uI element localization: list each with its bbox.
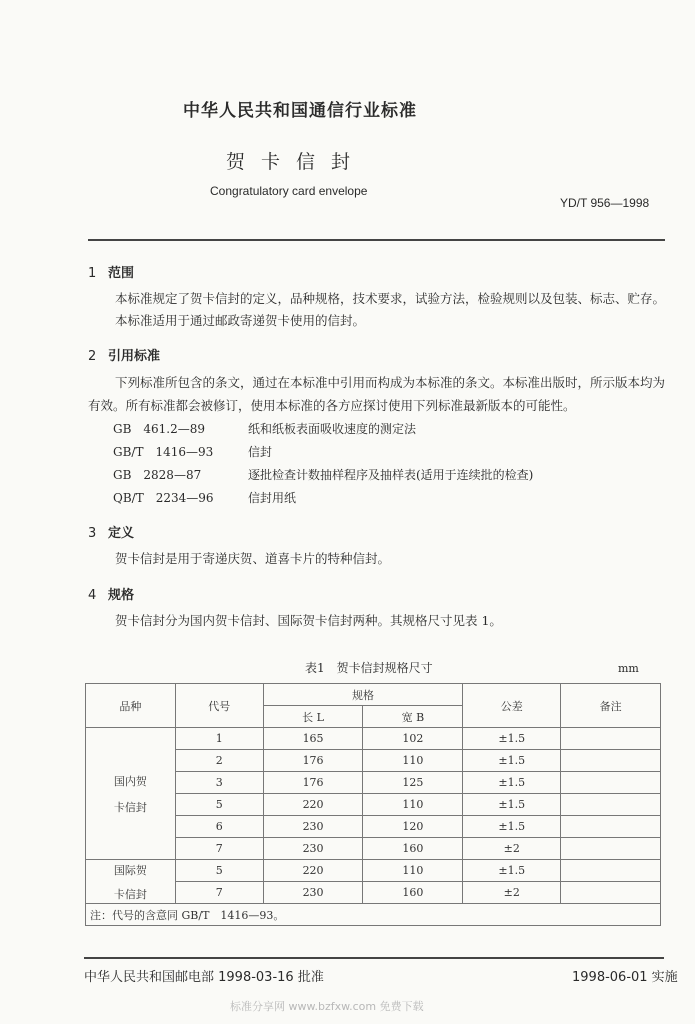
reference-code: QB/T 2234—96 xyxy=(113,491,214,505)
section-1-heading xyxy=(88,262,134,281)
cell-remarks xyxy=(561,750,661,772)
group-label: 卡信封 xyxy=(113,887,147,901)
cell-width: 110 xyxy=(363,860,463,882)
cell-tolerance: ±2 xyxy=(463,882,561,904)
cell-code: 1 xyxy=(175,728,263,750)
approval-line: 中华人民共和国邮电部 1998-03-16 批准 xyxy=(84,970,324,985)
header-length: 长 L xyxy=(263,706,363,728)
cell-tolerance: ±1.5 xyxy=(463,794,561,816)
document-title-english: Congratulatory card envelope xyxy=(210,184,368,198)
cell-tolerance: ±1.5 xyxy=(463,728,561,750)
section-2-heading xyxy=(88,345,160,364)
section-1-para-2: 本标准适用于通过邮政寄递贺卡使用的信封。 xyxy=(115,313,366,328)
section-number: 2 xyxy=(88,349,97,364)
section-4-heading xyxy=(88,584,134,603)
standard-body-title: 中华人民共和国通信行业标准 xyxy=(183,101,417,121)
reference-code: GB 2828—87 xyxy=(113,468,202,482)
reference-title: 纸和纸板表面吸收速度的测定法 xyxy=(248,422,417,436)
reference-item xyxy=(113,443,272,460)
group-label: 国际贺 xyxy=(113,863,147,877)
table-unit: mm xyxy=(618,662,639,675)
reference-code: GB/T 1416—93 xyxy=(113,445,214,459)
table-note: 注：代号的含意同 GB/T 1416—93。 xyxy=(86,904,661,926)
cell-length: 165 xyxy=(263,728,363,750)
reference-item xyxy=(113,420,416,437)
cell-code: 7 xyxy=(175,838,263,860)
section-number: 3 xyxy=(88,526,97,541)
header-variety: 品种 xyxy=(86,684,176,728)
group-domestic xyxy=(86,728,176,860)
cell-width: 110 xyxy=(363,794,463,816)
standard-code: YD/T 956—1998 xyxy=(560,196,650,210)
section-2-para-line-2: 有效。所有标准都会被修订，使用本标准的各方应探讨使用下列标准最新版本的可能性。 xyxy=(88,398,576,413)
watermark-text: 标准分享网 www.bzfxw.com 免费下载 xyxy=(230,1000,424,1013)
header-width: 宽 B xyxy=(363,706,463,728)
cell-width: 125 xyxy=(363,772,463,794)
cell-length: 230 xyxy=(263,838,363,860)
spec-table xyxy=(85,683,661,926)
section-title: 范围 xyxy=(108,266,135,281)
table-note-row xyxy=(86,904,661,926)
cell-length: 230 xyxy=(263,882,363,904)
reference-title: 信封 xyxy=(248,445,273,459)
cell-tolerance: ±1.5 xyxy=(463,750,561,772)
header-remarks: 备注 xyxy=(561,684,661,728)
cell-width: 120 xyxy=(363,816,463,838)
header-code: 代号 xyxy=(175,684,263,728)
cell-length: 176 xyxy=(263,750,363,772)
reference-title: 逐批检查计数抽样程序及抽样表(适用于连续批的检查) xyxy=(248,468,534,482)
cell-remarks xyxy=(561,882,661,904)
cell-tolerance: ±2 xyxy=(463,838,561,860)
group-label: 国内贺 xyxy=(113,774,147,788)
group-label: 卡信封 xyxy=(113,800,147,814)
header-spec: 规格 xyxy=(263,684,463,706)
cell-width: 160 xyxy=(363,882,463,904)
cell-remarks xyxy=(561,794,661,816)
section-4-para-1: 贺卡信封分为国内贺卡信封、国际贺卡信封两种。其规格尺寸见表 1。 xyxy=(115,613,502,628)
section-1-para-1: 本标准规定了贺卡信封的定义，品种规格，技术要求，试验方法，检验规则以及包装、标志、贮存。 xyxy=(115,291,666,306)
cell-length: 220 xyxy=(263,794,363,816)
cell-code: 3 xyxy=(175,772,263,794)
cell-remarks xyxy=(561,728,661,750)
cell-remarks xyxy=(561,860,661,882)
document-title: 贺卡信封 xyxy=(226,151,367,173)
cell-remarks xyxy=(561,816,661,838)
table-header-row xyxy=(86,684,661,706)
cell-code: 5 xyxy=(175,860,263,882)
section-3-para-1: 贺卡信封是用于寄递庆贺、道喜卡片的特种信封。 xyxy=(115,551,391,566)
cell-tolerance: ±1.5 xyxy=(463,860,561,882)
reference-item xyxy=(113,466,533,483)
cell-length: 220 xyxy=(263,860,363,882)
cell-code: 5 xyxy=(175,794,263,816)
reference-code: GB 461.2—89 xyxy=(113,422,206,436)
cell-length: 176 xyxy=(263,772,363,794)
section-number: 4 xyxy=(88,588,97,603)
table-caption: 表1 贺卡信封规格尺寸 xyxy=(305,661,433,675)
cell-code: 7 xyxy=(175,882,263,904)
cell-code: 2 xyxy=(175,750,263,772)
cell-remarks xyxy=(561,772,661,794)
table-row xyxy=(86,860,661,882)
group-international xyxy=(86,860,176,904)
footer-divider xyxy=(84,957,664,959)
cell-remarks xyxy=(561,838,661,860)
section-title: 引用标准 xyxy=(108,349,161,364)
cell-length: 230 xyxy=(263,816,363,838)
section-title: 规格 xyxy=(108,588,135,603)
section-2-para-line-1: 下列标准所包含的条文，通过在本标准中引用而构成为本标准的条文。本标准出版时，所示版本均为 xyxy=(115,375,666,390)
section-title: 定义 xyxy=(108,526,135,541)
effective-date: 1998-06-01 实施 xyxy=(572,970,678,985)
cell-tolerance: ±1.5 xyxy=(463,816,561,838)
cell-width: 102 xyxy=(363,728,463,750)
table-row xyxy=(86,728,661,750)
header-tolerance: 公差 xyxy=(463,684,561,728)
reference-title: 信封用纸 xyxy=(248,491,297,505)
reference-item xyxy=(113,489,296,506)
cell-code: 6 xyxy=(175,816,263,838)
cell-width: 160 xyxy=(363,838,463,860)
cell-tolerance: ±1.5 xyxy=(463,772,561,794)
section-number: 1 xyxy=(88,266,97,281)
header-divider xyxy=(88,239,665,241)
cell-width: 110 xyxy=(363,750,463,772)
section-3-heading xyxy=(88,522,134,541)
